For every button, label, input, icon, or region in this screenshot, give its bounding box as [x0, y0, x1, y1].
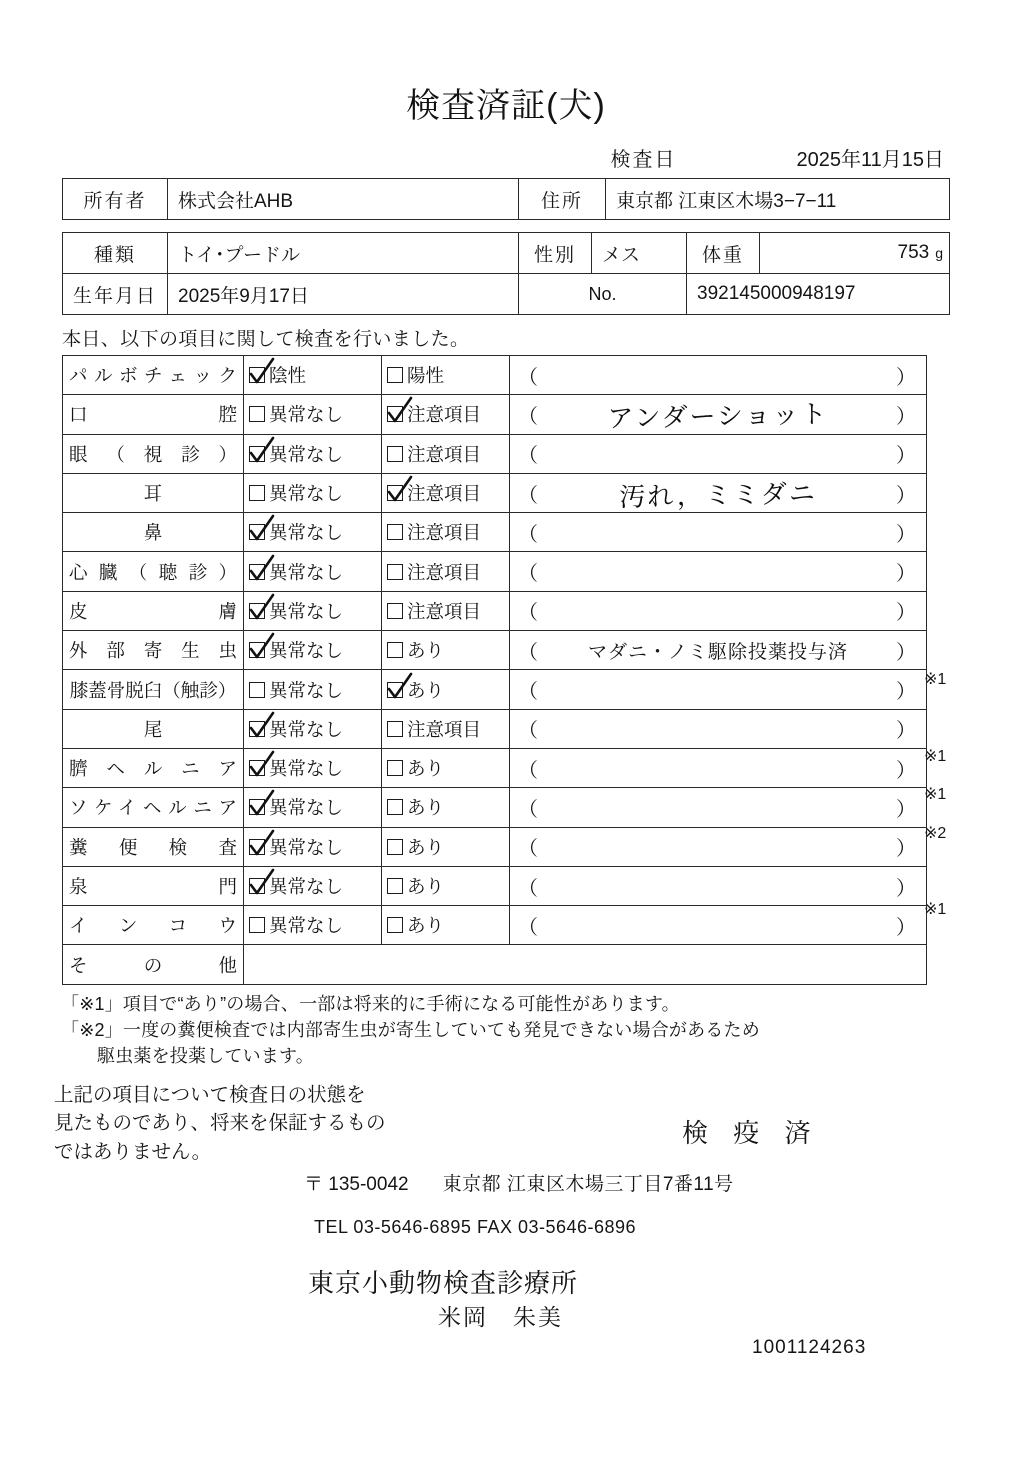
exam-note-handwritten: アンダーショット [607, 399, 829, 435]
table-row [63, 748, 927, 787]
paren-open: （ [518, 602, 538, 625]
exam-option-label: 異常なし [269, 522, 344, 544]
exam-option-label: 注意項目 [407, 483, 482, 505]
weight-value: 753 [897, 242, 930, 263]
footnotes [61, 991, 951, 1069]
owner-value: 株式会社AHB [168, 179, 519, 220]
exam-option-primary[interactable] [244, 552, 382, 591]
paren-open: （ [518, 798, 538, 821]
exam-option-label: 異常なし [269, 718, 344, 740]
checkbox[interactable] [387, 524, 403, 540]
footnote-marker: ※1 [924, 671, 947, 689]
table-row [63, 670, 927, 709]
address-value: 東京都 江東区木場3−7−11 [606, 179, 950, 220]
exam-option-label: 陰性 [269, 365, 307, 387]
exam-option-label: あり [407, 797, 445, 819]
handwritten-check-icon [247, 829, 277, 859]
table-row [63, 395, 927, 434]
footnote-marker [918, 508, 968, 546]
exam-note-cell[interactable] [510, 631, 927, 670]
exam-section [62, 355, 950, 985]
sex-value: メス [592, 233, 687, 274]
checkbox[interactable] [387, 799, 403, 815]
exam-item-label: 外部寄生虫 [63, 631, 244, 670]
birth-value: 2025年9月17日 [168, 274, 519, 315]
exam-option-primary[interactable] [244, 906, 382, 945]
exam-option-label: 異常なし [269, 797, 344, 819]
clinic-contact: TEL 03-5646-6895 FAX 03-5646-6896 [314, 1217, 637, 1238]
exam-item-label: 尾 [63, 709, 244, 748]
owner-table [62, 178, 950, 220]
exam-note-printed: マダニ・ノミ駆除投薬投与済 [587, 641, 848, 663]
paren-close: ） [896, 916, 916, 939]
checkbox[interactable] [387, 564, 403, 580]
paren-open: （ [518, 445, 538, 468]
paren-close: ） [896, 641, 916, 664]
exam-item-label: 泉 門 [63, 866, 244, 905]
footnote-marker: ※1 [924, 901, 947, 919]
checkbox[interactable] [387, 878, 403, 894]
exam-option-label: 注意項目 [407, 718, 482, 740]
footnote-marker [918, 929, 968, 967]
exam-note-cell[interactable] [510, 788, 927, 827]
exam-option-secondary[interactable] [382, 434, 510, 473]
weight-value-cell [760, 233, 950, 274]
paren-open: （ [518, 720, 538, 743]
table-row [63, 827, 927, 866]
footnote-2-cont: 駆虫薬を投薬しています。 [97, 1045, 314, 1066]
paren-open: （ [518, 641, 538, 664]
exam-option-primary[interactable] [244, 473, 382, 512]
table-row [63, 233, 950, 274]
footnote-marker [918, 623, 968, 661]
handwritten-check-icon [247, 593, 277, 623]
exam-option-secondary[interactable] [382, 906, 510, 945]
exam-date-label: 検査日 [610, 149, 677, 171]
paren-close: ） [896, 602, 916, 625]
table-row [63, 356, 927, 395]
paren-close: ） [896, 563, 916, 586]
exam-option-primary[interactable] [244, 788, 382, 827]
exam-option-label: あり [407, 876, 445, 897]
handwritten-check-icon [247, 436, 277, 466]
exam-option-label: あり [407, 915, 445, 937]
paren-open: （ [518, 759, 538, 782]
exam-note-cell[interactable] [510, 709, 927, 748]
footnote-marker [918, 700, 968, 738]
table-row [63, 552, 927, 591]
exam-option-label: 注意項目 [407, 600, 482, 622]
paren-open: （ [518, 523, 538, 546]
exam-note-cell[interactable] [510, 866, 927, 905]
footer-block [46, 1081, 966, 1371]
exam-note-cell[interactable] [510, 827, 927, 866]
exam-option-primary[interactable] [244, 748, 382, 787]
handwritten-check-icon [247, 750, 277, 780]
exam-option-secondary[interactable] [382, 709, 510, 748]
paren-close: ） [896, 523, 916, 546]
handwritten-check-icon [247, 632, 277, 662]
exam-option-label: 異常なし [269, 915, 344, 937]
checkbox[interactable] [249, 564, 265, 580]
paren-close: ） [896, 405, 916, 428]
handwritten-check-icon [247, 514, 277, 544]
disclaimer [54, 1081, 386, 1166]
exam-item-label: 耳 [63, 473, 244, 512]
exam-note-cell[interactable] [510, 552, 927, 591]
paren-close: ） [896, 759, 916, 782]
checkbox[interactable] [387, 642, 403, 658]
checkbox[interactable] [387, 603, 403, 619]
sex-label: 性別 [519, 233, 592, 274]
footnote-2: 「※2」一度の糞便検査では内部寄生虫が寄生していても発見できない場合があるため [61, 1019, 760, 1040]
checkbox[interactable] [249, 485, 265, 501]
checkbox[interactable] [387, 446, 403, 462]
exam-date-value: 2025年11月15日 [796, 149, 944, 171]
checkbox[interactable] [249, 524, 265, 540]
table-row [63, 631, 927, 670]
footnote-marker [918, 546, 968, 584]
paren-close: ） [896, 838, 916, 861]
paren-close: ） [896, 681, 916, 704]
exam-option-label: 注意項目 [407, 404, 482, 426]
paren-open: （ [518, 484, 538, 507]
checkbox[interactable] [249, 642, 265, 658]
checkbox[interactable] [249, 446, 265, 462]
microchip-label: No. [519, 274, 687, 315]
clinic-name: 東京小動物検査診療所 [308, 1268, 579, 1299]
exam-note-cell[interactable] [510, 748, 927, 787]
paren-open: （ [518, 681, 538, 704]
exam-note-cell[interactable] [510, 670, 927, 709]
checkbox[interactable] [249, 799, 265, 815]
microchip-value: 392145000948197 [687, 274, 950, 315]
paren-open: （ [518, 916, 538, 939]
exam-item-label: パルボチェック [63, 356, 244, 395]
exam-item-label: 糞便検査 [63, 827, 244, 866]
exam-item-label: 臍ヘルニア [63, 748, 244, 787]
paren-close: ） [896, 445, 916, 468]
checkbox[interactable] [387, 917, 403, 933]
handwritten-check-icon [385, 396, 415, 426]
table-row [63, 906, 927, 945]
footnote-marker [918, 393, 968, 431]
exam-option-secondary[interactable] [382, 552, 510, 591]
exam-note-cell[interactable] [510, 513, 927, 552]
checkbox[interactable] [387, 721, 403, 737]
pet-table [62, 232, 950, 315]
exam-item-label: 鼻 [63, 513, 244, 552]
handwritten-check-icon [247, 868, 277, 898]
footnote-marker [918, 853, 968, 891]
exam-option-label: 異常なし [269, 483, 344, 505]
exam-option-label: 異常なし [269, 404, 344, 426]
paren-close: ） [896, 720, 916, 743]
exam-note-cell[interactable] [510, 591, 927, 630]
exam-option-label: 注意項目 [407, 561, 482, 583]
paren-open: （ [518, 838, 538, 861]
exam-note-cell[interactable] [510, 473, 927, 512]
checkbox[interactable] [249, 917, 265, 933]
exam-option-primary[interactable] [244, 513, 382, 552]
exam-option-label: あり [407, 640, 445, 662]
exam-option-label: 異常なし [269, 758, 344, 780]
exam-option-label: あり [407, 758, 445, 780]
exam-item-label: 皮 膚 [63, 591, 244, 630]
checkbox[interactable] [387, 760, 403, 776]
birth-label: 生年月日 [63, 274, 168, 315]
exam-note-cell[interactable] [510, 356, 927, 395]
exam-item-label: ソケイヘルニア [63, 788, 244, 827]
exam-item-label: 口 腔 [63, 395, 244, 434]
table-row [63, 274, 950, 315]
checkbox[interactable] [387, 682, 403, 698]
exam-note-handwritten: 汚れ，ミミダニ [618, 478, 818, 513]
footnote-marker: ※2 [924, 824, 947, 842]
checkbox[interactable] [387, 406, 403, 422]
exam-option-primary[interactable] [244, 866, 382, 905]
exam-item-label: 心臓（聴診） [63, 552, 244, 591]
table-row [63, 945, 927, 984]
breed-value: トイ･プードル [168, 233, 519, 274]
exam-option-label: 陽性 [407, 365, 445, 387]
exam-option-secondary[interactable] [382, 670, 510, 709]
veterinarian-name: 米岡 朱美 [438, 1304, 563, 1331]
checkbox[interactable] [387, 367, 403, 383]
exam-option-label: 異常なし [269, 561, 344, 583]
exam-option-secondary[interactable] [382, 827, 510, 866]
clinic-address [304, 1169, 734, 1196]
handwritten-check-icon [247, 357, 277, 387]
checkbox[interactable] [249, 603, 265, 619]
paren-close: ） [896, 877, 916, 900]
checkbox[interactable] [249, 721, 265, 737]
exam-option-primary[interactable] [244, 827, 382, 866]
exam-option-secondary[interactable] [382, 866, 510, 905]
breed-label: 種類 [63, 233, 168, 274]
exam-option-label: 注意項目 [407, 522, 482, 544]
checkbox[interactable] [249, 406, 265, 422]
paren-open: （ [518, 405, 538, 428]
checkbox[interactable] [249, 367, 265, 383]
quarantine-stamp: 検 疫 済 [682, 1118, 820, 1149]
checkbox[interactable] [387, 485, 403, 501]
disclaimer-line-2: 見たものであり、将来を保証するもの [54, 1112, 386, 1135]
exam-option-secondary[interactable] [382, 513, 510, 552]
disclaimer-line-3: ではありません。 [54, 1140, 212, 1163]
checkbox[interactable] [249, 839, 265, 855]
table-row [63, 591, 927, 630]
checkbox[interactable] [249, 682, 265, 698]
handwritten-check-icon [385, 475, 415, 505]
intro-text: 本日、以下の項目に関して検査を行いました。 [62, 329, 470, 350]
exam-option-label: 異常なし [269, 600, 344, 622]
paren-close: ） [896, 484, 916, 507]
footnote-marker: ※1 [924, 786, 947, 804]
paren-open: （ [518, 877, 538, 900]
weight-unit: g [935, 245, 943, 261]
table-row [63, 434, 927, 473]
exam-option-label: あり [407, 679, 445, 701]
exam-option-secondary[interactable] [382, 473, 510, 512]
exam-items-table [62, 355, 927, 985]
handwritten-check-icon [385, 672, 415, 702]
footnote-marker [918, 585, 968, 623]
exam-option-label: 異常なし [269, 836, 344, 858]
exam-option-primary[interactable] [244, 395, 382, 434]
exam-option-label: 異常なし [269, 679, 344, 701]
exam-note-cell[interactable] [510, 434, 927, 473]
exam-option-label: あり [407, 836, 445, 858]
exam-option-secondary[interactable] [382, 395, 510, 434]
paren-open: （ [518, 563, 538, 586]
paren-close: ） [896, 366, 916, 389]
table-row [63, 513, 927, 552]
exam-option-secondary[interactable] [382, 788, 510, 827]
checkbox[interactable] [249, 760, 265, 776]
checkbox[interactable] [387, 839, 403, 855]
exam-item-label: その他 [63, 945, 244, 984]
exam-item-label: 眼（視診） [63, 434, 244, 473]
exam-option-secondary[interactable] [382, 631, 510, 670]
disclaimer-line-1: 上記の項目について検査日の状態を [54, 1084, 366, 1107]
exam-option-primary[interactable] [244, 670, 382, 709]
page-title: 検査済証(犬) [406, 87, 606, 125]
handwritten-check-icon [247, 711, 277, 741]
exam-option-secondary[interactable] [382, 748, 510, 787]
paren-open: （ [518, 366, 538, 389]
exam-option-primary[interactable] [244, 709, 382, 748]
weight-label: 体重 [687, 233, 760, 274]
handwritten-check-icon [247, 554, 277, 584]
exam-note-cell[interactable] [510, 395, 927, 434]
handwritten-check-icon [247, 789, 277, 819]
footnote-1: 「※1」項目で“あり”の場合、一部は将来的に手術になる可能性があります。 [61, 993, 680, 1014]
exam-option-secondary[interactable] [382, 356, 510, 395]
footnote-marker [918, 432, 968, 470]
exam-option-primary[interactable] [244, 434, 382, 473]
exam-option-secondary[interactable] [382, 591, 510, 630]
footnote-marker-column [918, 355, 968, 968]
exam-item-blank-cell [244, 945, 927, 984]
exam-item-label: 膝蓋骨脱臼（触診） [63, 670, 244, 709]
clinic-address-text: 東京都 江東区木場三丁目7番11号 [442, 1174, 734, 1196]
table-row [63, 473, 927, 512]
footnote-marker [918, 355, 968, 393]
table-row [63, 709, 927, 748]
exam-option-label: 注意項目 [407, 443, 482, 465]
owner-label: 所有者 [63, 179, 168, 220]
exam-option-label: 異常なし [269, 876, 344, 897]
paren-close: ） [896, 798, 916, 821]
table-row [63, 179, 950, 220]
exam-note-cell[interactable] [510, 906, 927, 945]
exam-option-label: 異常なし [269, 640, 344, 662]
clinic-zip: 〒 135-0042 [304, 1174, 409, 1196]
footnote-marker [918, 470, 968, 508]
exam-option-primary[interactable] [244, 356, 382, 395]
exam-item-label: インコウ [63, 906, 244, 945]
exam-date-row [0, 143, 1012, 172]
exam-option-primary[interactable] [244, 591, 382, 630]
document-serial: 1001124263 [752, 1337, 867, 1359]
checkbox[interactable] [249, 878, 265, 894]
table-row [63, 866, 927, 905]
address-label: 住所 [519, 179, 606, 220]
footnote-marker: ※1 [924, 747, 947, 765]
table-row [63, 788, 927, 827]
exam-option-primary[interactable] [244, 631, 382, 670]
exam-option-label: 異常なし [269, 443, 344, 465]
